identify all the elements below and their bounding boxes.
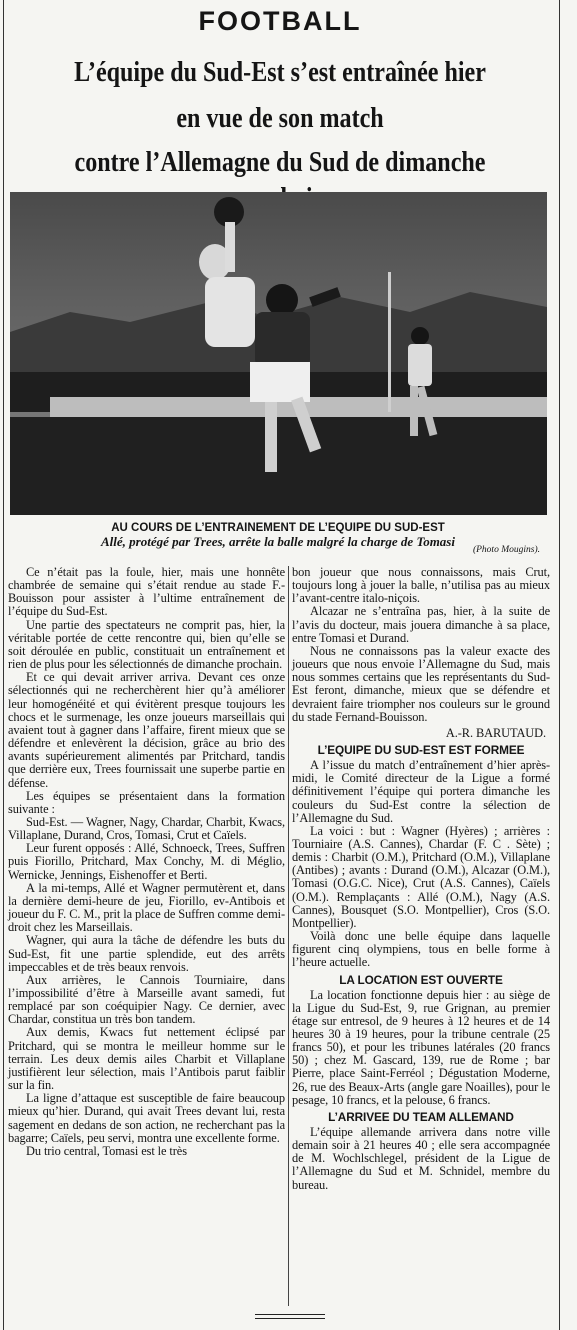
end-rule	[255, 1318, 325, 1319]
photo-caption-text: Allé, protégé par Trees, arrête la balle malgré la charge de Tomasi	[101, 534, 455, 549]
paragraph: Ce n’était pas la foule, hier, mais une honnête chambrée de semaine qui s’était rendue au stade F.-Bouisson pour assister à l’ultime entraînement de l’équipe du Sud-Est.	[8, 565, 285, 619]
match-photo	[10, 192, 547, 515]
photo-field	[10, 417, 547, 515]
photo-caption-title: AU COURS DE L’ENTRAINEMENT DE L’EQUIPE DU SUD-EST	[111, 522, 445, 534]
paragraph: Leur furent opposés : Allé, Schnoeck, Trees, Suffren puis Fiorillo, Pritchard, Max Conchy, M. di Méglio, Wernicke, Jennings, Eishenoffer et Berti.	[8, 841, 285, 882]
end-rule	[255, 1314, 325, 1315]
left-column	[8, 566, 285, 1158]
paragraph: L’équipe allemande arrivera dans notre ville demain soir à 21 heures 40 ; elle sera accompagnée de M. Wochlschlegel, président de la Ligue de l’Allemagne du Sud et M. Schnidel, membre du bureau.	[292, 1124, 550, 1192]
paragraph: Les équipes se présentaient dans la formation suivante :	[8, 788, 285, 816]
paragraph: Et ce qui devait arriver arriva. Devant ces onze sélectionnés qui ne recherchèrent hier qu’à améliorer leur homogénéité et qui évitèrent presque toujours les chocs et le surmenage, les onze joueurs marseillais qui avaient tout à gagner dans l’affaire, firent mieux que se défendre et enlevèrent la décision, grâce au brio des avants supérieurement alimentés par Pritchard, tandis que derrière eux, Trees fournissait une superbe partie en défense.	[8, 670, 285, 790]
page-edge-left	[3, 0, 4, 1330]
subheading-team-formed: L’EQUIPE DU SUD-EST EST FORMEE	[317, 743, 525, 758]
paragraph: Aux demis, Kwacs fut nettement éclipsé par Pritchard, qui se montra le meilleur homme sur le terrain. Les deux demis ailes Charbit et Villaplane justifièrent leur sélection, mais l’Antibois parut faiblir sur la fin.	[8, 1025, 285, 1093]
page-edge-right	[559, 0, 560, 1330]
paragraph: Nous ne connaissons pas la valeur exacte des joueurs que nous envoie l’Allemagne du Sud, mais nous sommes certains que les représentants du Sud-Est feront, dimanche, mieux que se défendre et devraient faire triompher nos couleurs sur le ground du stade Fernand-Bouisson.	[292, 643, 550, 724]
paragraph: Sud-Est. — Wagner, Nagy, Chardar, Charbit, Kwacs, Villaplane, Durand, Cros, Tomasi, Crut et Caïels.	[8, 814, 285, 843]
paragraph: bon joueur que nous connaissons, mais Crut, toujours long à jouer la balle, n’utilisa pas au mieux l’avant-centre italo-niçois.	[292, 565, 550, 606]
paragraph: Aux arrières, le Cannois Tourniaire, dans l’impossibilité d’être à Marseille avant samedi, fut remplacé par son coéquipier Nagy. Ce dernier, avec Chardar, constitua un très bon tandem.	[8, 972, 285, 1027]
paragraph: A la mi-temps, Allé et Wagner permutèrent et, dans la dernière demi-heure de jeu, Fiorillo, ev-Antibois et joueur du F. C. M., prit la place de Suffren comme demi-droit chez les Marseillais.	[8, 880, 285, 935]
paragraph: A l’issue du match d’entraînement d’hier après-midi, le Comité directeur de la Ligue a formé définitivement l’équipe qui portera dimanche les couleurs du Sud-Est contre la sélection de l’Allemagne du Sud.	[292, 758, 550, 825]
section-kicker: FOOTBALL	[198, 6, 362, 36]
paragraph: Une partie des spectateurs ne comprit pas, hier, la véritable portée de cette rencontre qui, bien qu’elle se soit déroulée en public, constituait un entraînement et rien de plus pour les sélectionnés de dimanche prochain.	[8, 617, 285, 672]
paragraph: La voici : but : Wagner (Hyères) ; arrières : Tourniaire (A.S. Cannes), Chardar (F. C . Sète) ; demis : Charbit (O.M.), Pritchard (O.M.), Villaplane (Antibes) ; avants : Durand (O.M.), Alcazar (O.M.), Tomasi (O.G.C. Nice), Crut (A.S. Cannes), Caïels (O.M.). Remplaçants : Allé (O.M.), Nagy (A.S. Cannes), Bousquet (S.O. Montpellier), Cros (S.O. Montpellier).	[292, 823, 550, 930]
author-signature: A.-R. BARUTAUD.	[445, 725, 546, 740]
headline-line-1: L’équipe du Sud-Est s’est entraînée hier	[74, 57, 486, 88]
photo-illustration	[10, 192, 547, 515]
paragraph: Alcazar ne s’entraîna pas, hier, à la suite de l’avis du docteur, mais jouera dimanche à sa place, entre Tomasi et Durand.	[292, 604, 550, 645]
headline-line-2: en vue de son match	[176, 103, 384, 134]
subheading-ticketing: LA LOCATION EST OUVERTE	[339, 972, 503, 987]
paragraph: Voilà donc une belle équipe dans laquelle figurent cinq olympiens, tous en belle forme à l’heure actuelle.	[292, 929, 550, 970]
photo-goalpost	[388, 272, 391, 412]
subheading-german-team-arrival: L’ARRIVEE DU TEAM ALLEMAND	[328, 1109, 514, 1124]
paragraph: La location fonctionne depuis hier : au siège de la Ligue du Sud-Est, 9, rue Grignan, au premier étage sur entresol, de 9 heures à 12 heures et de 14 heures 30 à 19 heures, pour la tribune centrale (25 francs 50), et pour les tribunes latérales (20 francs 50) ; chez M. Gascard, 139, rue de Rome ; bar Pierre, place Saint-Ferréol ; Dégustation Moderne, 26, rue des Beaux-Arts (angle gare Noailles), pour le pesage, 10 francs, et la pelouse, 6 francs.	[292, 987, 550, 1107]
paragraph: Wagner, qui aura la tâche de défendre les buts du Sud-Est, fit une partie splendide, eut des arrêts impeccables et de très beaux renvois.	[8, 933, 285, 974]
right-column	[292, 566, 550, 1192]
photo-credit: (Photo Mougins).	[472, 545, 540, 555]
paragraph: La ligne d’attaque est susceptible de faire beaucoup mieux qu’hier. Durand, qui avait Trees devant lui, resta sagement en dedans de son action, ne recherchant pas la bagarre; Caïels, peu servi, montra une excellente forme.	[8, 1091, 285, 1145]
paragraph: Du trio central, Tomasi est le très	[26, 1143, 187, 1158]
column-divider	[288, 566, 289, 1306]
headline-line-3: contre l’Allemagne du Sud de dimanche	[74, 147, 486, 178]
